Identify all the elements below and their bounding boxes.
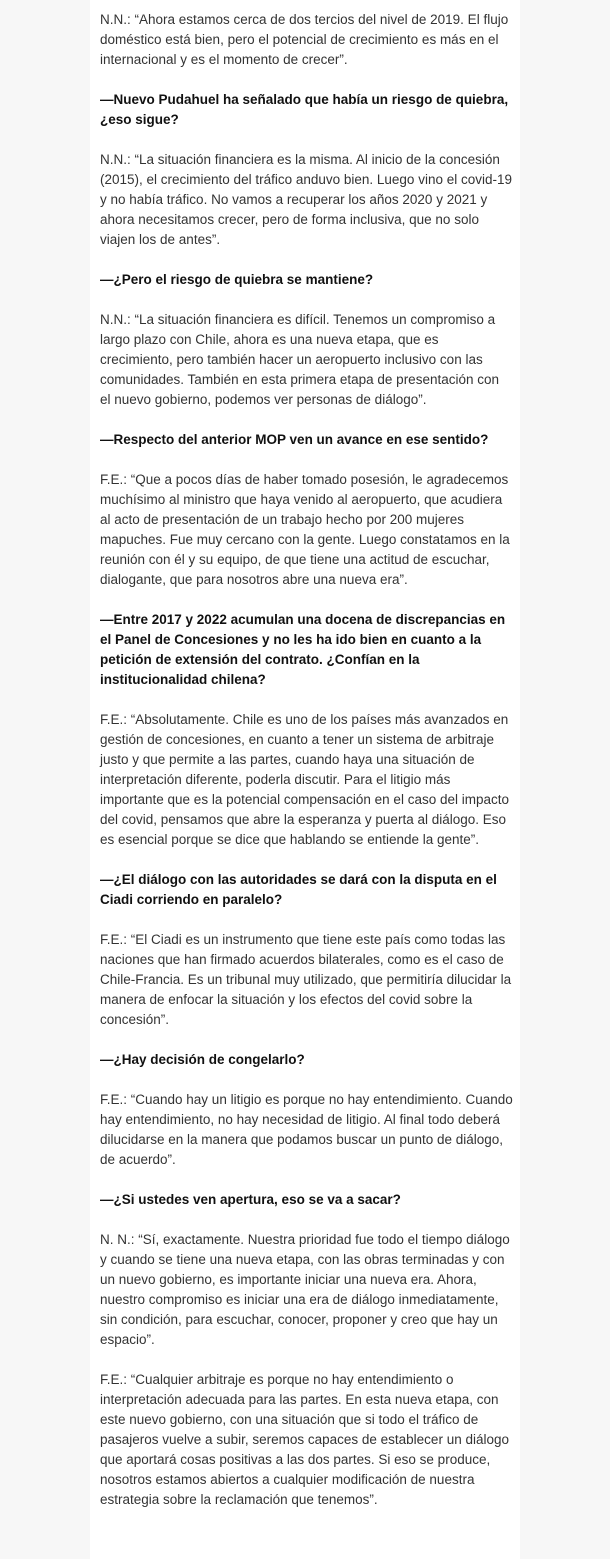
right-margin-background — [520, 0, 610, 1559]
question-heading: —¿Hay decisión de congelarlo? — [100, 1052, 305, 1067]
answer-paragraph: N. N.: “Sí, exactamente. Nuestra prioridad fue todo el tiempo diálogo y cuando se tiene una nueva etapa, con las obras terminadas y con un nuevo gobierno, es importante iniciar una nueva era. Ahora, nuestro compromiso es iniciar una era de diálogo inmediatamente, sin condición, para escuchar, conocer, proponer y creo que hay un espacio”. — [100, 1232, 510, 1347]
answer-paragraph: N.N.: “La situación financiera es la misma. Al inicio de la concesión (2015), el crecimiento del tráfico anduvo bien. Luego vino el covid-19 y no había tráfico. No vamos a recuperar los años 2020 y 2021 y ahora necesitamos crecer, pero de forma inclusiva, que no solo viajen los de antes”. — [100, 152, 512, 247]
answer-paragraph: F.E.: “Absolutamente. Chile es uno de los países más avanzados en gestión de concesiones, en cuanto a tener un sistema de arbitraje justo y que permite a las partes, cuando haya una situación de interpretación diferente, poderla discutir. Para el litigio más importante que es la potencial compensación en el caso del impacto del covid, pensamos que abre la esperanza y puerta al diálogo. Eso es esencial porque se dice que hablando se entiende la gente”. — [100, 712, 509, 847]
question-heading: —Nuevo Pudahuel ha señalado que había un riesgo de quiebra, ¿eso sigue? — [100, 92, 509, 127]
left-margin-background — [0, 0, 90, 1559]
answer-paragraph: F.E.: “Cuando hay un litigio es porque no hay entendimiento. Cuando hay entendimiento, no hay necesidad de litigio. Al final todo deberá dilucidarse en la manera que podamos buscar un punto de diálogo, de acuerdo”. — [100, 1092, 513, 1167]
answer-paragraph: F.E.: “Que a pocos días de haber tomado posesión, le agradecemos muchísimo al ministro que haya venido al aeropuerto, que acudiera al acto de presentación de un trabajo hecho por 200 mujeres mapuches. Fue muy cercano con la gente. Luego constatamos en la reunión con él y su equipo, de que tiene una actitud de escuchar, dialogante, que para nosotros abre una nueva era”. — [100, 472, 510, 587]
article-body — [100, 10, 513, 1530]
question-heading: —¿Si ustedes ven apertura, eso se va a sacar? — [100, 1192, 401, 1207]
answer-paragraph: F.E.: “El Ciadi es un instrumento que tiene este país como todas las naciones que han firmado acuerdos bilaterales, como es el caso de Chile-Francia. Es un tribunal muy utilizado, que permitiría dilucidar la manera de enfocar la situación y los efectos del covid sobre la concesión”. — [100, 932, 512, 1027]
question-heading: —Entre 2017 y 2022 acumulan una docena de discrepancias en el Panel de Concesiones y no les ha ido bien en cuanto a la petición de extensión del contrato. ¿Confían en la institucionalidad chilena? — [100, 612, 506, 687]
answer-paragraph: N.N.: “Ahora estamos cerca de dos tercios del nivel de 2019. El flujo doméstico está bien, pero el potencial de crecimiento es más en el internacional y es el momento de crecer”. — [100, 12, 509, 67]
question-heading: —¿El diálogo con las autoridades se dará con la disputa en el Ciadi corriendo en paralelo? — [100, 872, 497, 907]
question-heading: —Respecto del anterior MOP ven un avance en ese sentido? — [100, 432, 489, 447]
question-heading: —¿Pero el riesgo de quiebra se mantiene? — [100, 272, 374, 287]
answer-paragraph: N.N.: “La situación financiera es difícil. Tenemos un compromiso a largo plazo con Chile, ahora es una nueva etapa, que es crecimiento, pero también hacer un aeropuerto inclusivo con las comunidades. También en esta primera etapa de presentación con el nuevo gobierno, podemos ver personas de diálogo”. — [100, 312, 500, 407]
answer-paragraph: F.E.: “Cualquier arbitraje es porque no hay entendimiento o interpretación adecuada para las partes. En esta nueva etapa, con este nuevo gobierno, con una situación que si todo el tráfico de pasajeros vuelve a subir, seremos capaces de establecer un diálogo que aportará cosas positivas a las dos partes. Si eso se produce, nosotros estamos abiertos a cualquier modificación de nuestra estrategia sobre la reclamación que tenemos”. — [100, 1372, 509, 1507]
